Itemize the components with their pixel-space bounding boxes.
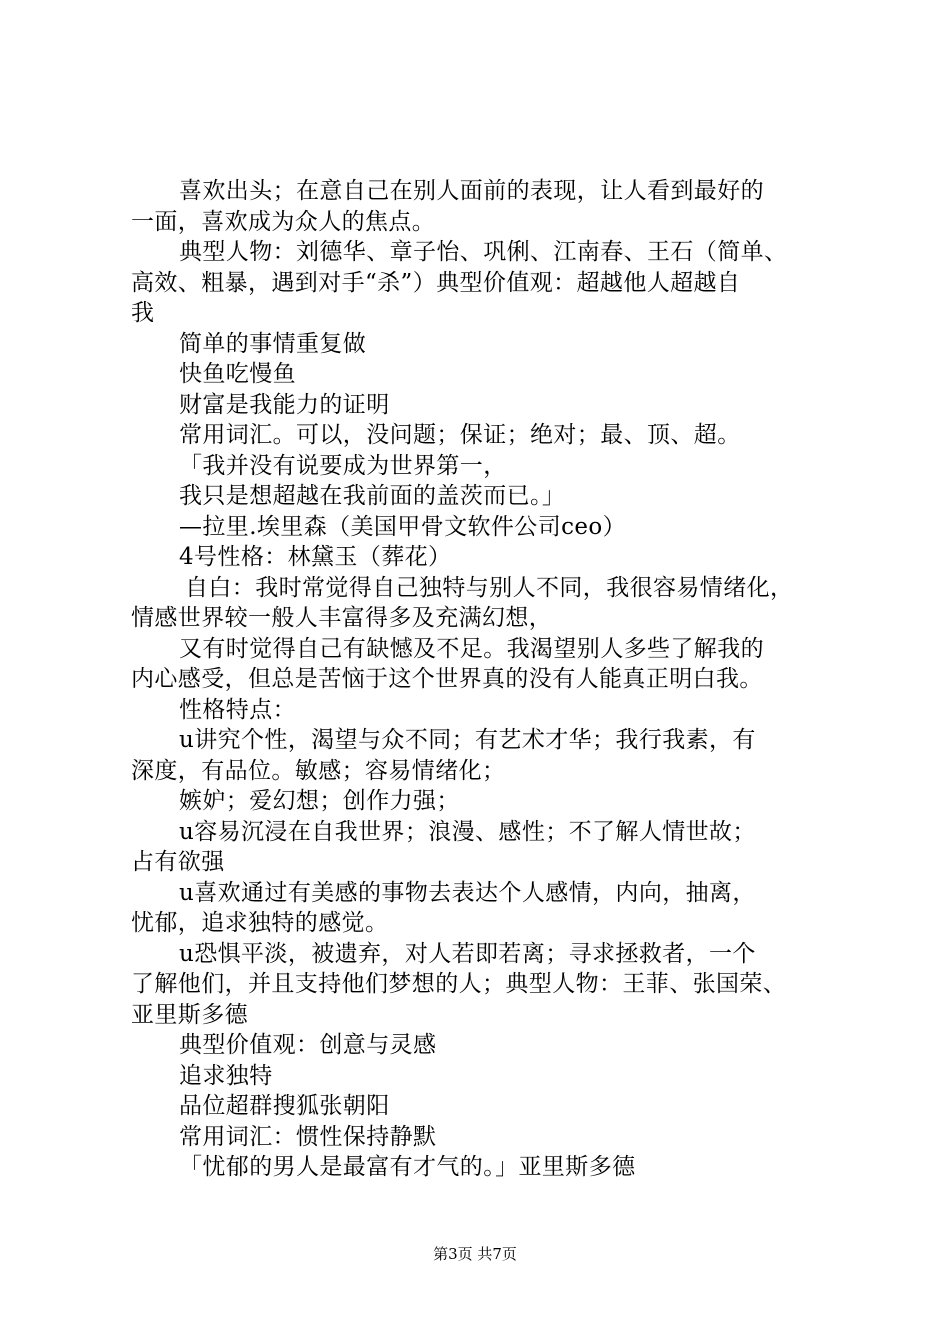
text-line: 「我并没有说要成为世界第一， — [179, 452, 507, 479]
text-line: 深度，有品位。敏感；容易情绪化； — [131, 757, 506, 784]
text-line: u讲究个性，渴望与众不同；有艺术才华；我行我素，有 — [179, 727, 756, 753]
text-line: 嫉妒；爱幻想；创作力强； — [179, 788, 460, 814]
text-line: 占有欲强 — [131, 849, 225, 875]
text-line: 我只是想超越在我前面的盖茨而已。」 — [179, 483, 566, 509]
text-line: 又有时觉得自己有缺憾及不足。我渴望别人多些了解我的 — [179, 635, 764, 662]
text-line: 追求独特 — [179, 1062, 273, 1089]
text-line: 忧郁，追求独特的感觉。 — [131, 910, 389, 936]
text-line: u容易沉浸在自我世界；浪漫、感性；不了解人情世故； — [179, 818, 756, 845]
text-line: 高效、粗暴，遇到对手“杀”）典型价值观：超越他人超越自 — [131, 269, 741, 296]
text-line: 内心感受，但总是苦恼于这个世界真的没有人能真正明白我。 — [131, 666, 763, 692]
page-footer: 第3页 共7页 — [433, 1245, 517, 1263]
text-line: 简单的事情重复做 — [179, 330, 367, 357]
text-line: 情感世界较一般人丰富得多及充满幻想， — [131, 605, 553, 631]
text-line: 自白：我时常觉得自己独特与别人不同，我很容易情绪化， — [185, 574, 794, 601]
text-line: 我 — [131, 300, 155, 326]
text-line: 典型价值观：创意与灵感 — [179, 1032, 437, 1058]
text-line: 快鱼吃慢鱼 — [179, 361, 296, 387]
text-line: u喜欢通过有美感的事物去表达个人感情，内向，抽离， — [179, 879, 756, 906]
text-line: 典型人物：刘德华、章子怡、巩俐、江南春、王石（简单、 — [179, 239, 788, 265]
text-line: 财富是我能力的证明 — [179, 391, 390, 418]
text-line: 「忧郁的男人是最富有才气的。」亚里斯多德 — [179, 1154, 636, 1180]
text-line: 亚里斯多德 — [131, 1001, 248, 1028]
document-body — [131, 176, 831, 1183]
text-line: 品位超群搜狐张朝阳 — [179, 1093, 390, 1119]
text-line: —拉里.埃里森（美国甲骨文软件公司ceo） — [179, 513, 627, 540]
text-line: 常用词汇：惯性保持静默 — [179, 1123, 437, 1150]
text-line: u恐惧平淡，被遗弃，对人若即若离；寻求拯救者，一个 — [179, 940, 756, 967]
text-line: 4号性格：林黛玉（葬花） — [179, 544, 452, 570]
text-line: 喜欢出头；在意自己在别人面前的表现，让人看到最好的 — [179, 178, 764, 204]
text-line: 常用词汇。可以，没问题；保证；绝对；最、顶、超。 — [179, 422, 741, 448]
text-line: 一面，喜欢成为众人的焦点。 — [131, 208, 436, 235]
text-line: 性格特点： — [179, 696, 296, 723]
text-line: 了解他们，并且支持他们梦想的人；典型人物：王菲、张国荣、 — [131, 971, 787, 997]
